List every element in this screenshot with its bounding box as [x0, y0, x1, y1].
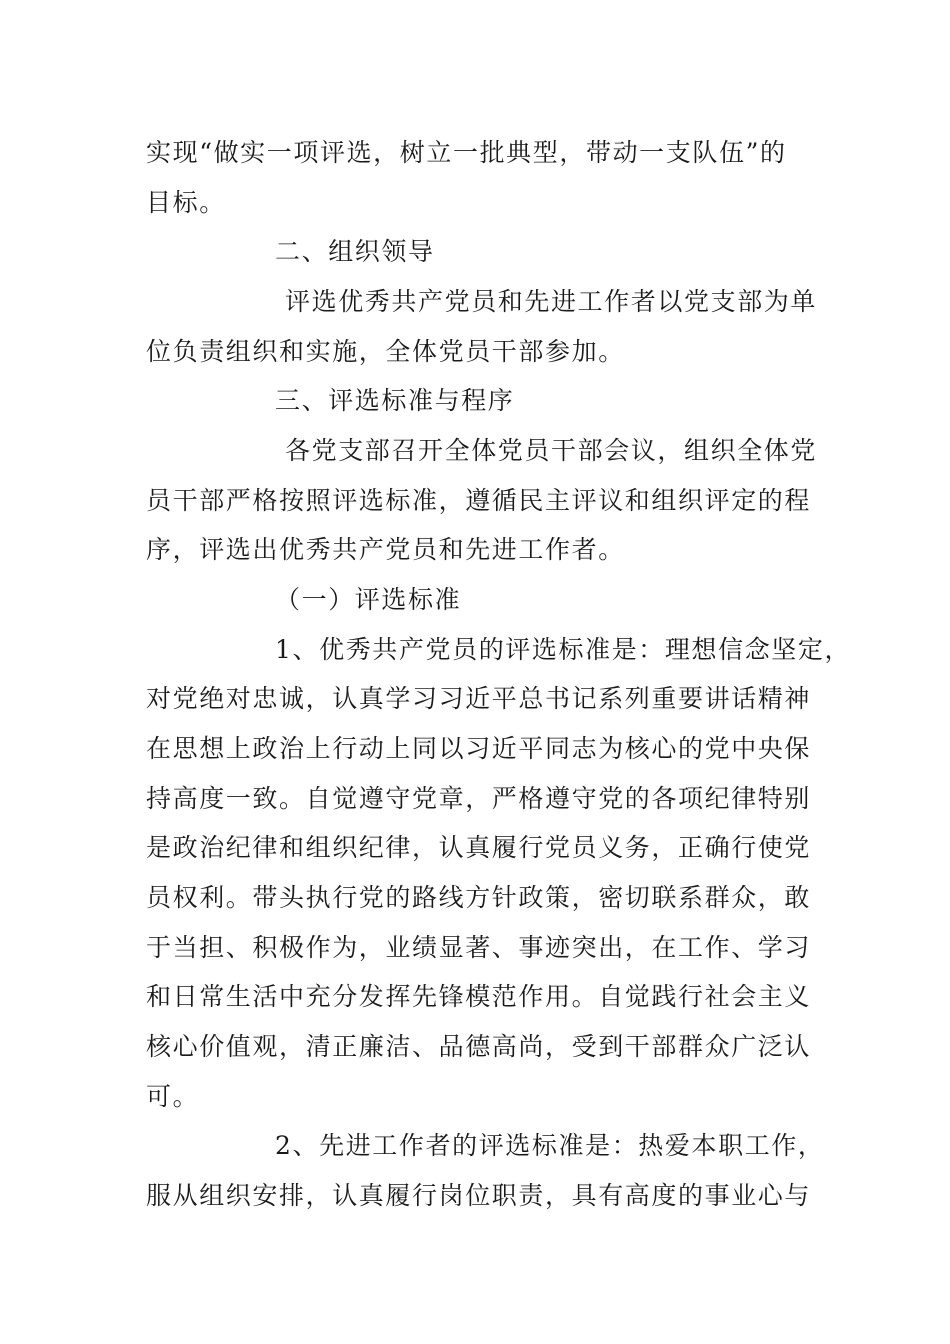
text-line: 于当担、积极作为，业绩显著、事迹突出，在工作、学习: [146, 933, 812, 962]
text-line: 各党支部召开全体党员干部会议，组织全体党: [285, 436, 818, 465]
text-line: 是政治纪律和组织纪律，认真履行党员义务，正确行使党: [146, 833, 812, 862]
text-line: 核心价值观，清正廉洁、品德高尚，受到干部群众广泛认: [146, 1032, 812, 1061]
text-line: 目标。: [146, 188, 226, 217]
text-line: 实现“做实一项评选，树立一批典型，带动一支队伍”的: [146, 138, 787, 167]
section-heading: 二、组织领导: [275, 237, 435, 266]
text-line: 可。: [146, 1082, 200, 1111]
text-line: 在思想上政治上行动上同以习近平同志为核心的党中央保: [146, 734, 812, 763]
text-line: 评选优秀共产党员和先进工作者以党支部为单: [285, 287, 818, 316]
text-line: 和日常生活中充分发挥先锋模范作用。自觉践行社会主义: [146, 982, 812, 1011]
text-line: 序，评选出优秀共产党员和先进工作者。: [146, 535, 625, 564]
text-line: 1、优秀共产党员的评选标准是：理想信念坚定，: [275, 635, 852, 664]
text-line: 员干部严格按照评选标准，遵循民主评议和组织评定的程: [146, 486, 812, 515]
section-heading: 三、评选标准与程序: [275, 386, 515, 415]
text-line: 对党绝对忠诚，认真学习习近平总书记系列重要讲话精神: [146, 684, 812, 713]
text-line: 员权利。带头执行党的路线方针政策，密切联系群众，敢: [146, 883, 812, 912]
text-line: 持高度一致。自觉遵守党章，严格遵守党的各项纪律特别: [146, 784, 812, 813]
text-line: 服从组织安排，认真履行岗位职责，具有高度的事业心与: [146, 1181, 812, 1210]
text-line: 位负责组织和实施，全体党员干部参加。: [146, 337, 625, 366]
subsection-heading: （一）评选标准: [275, 585, 462, 614]
text-line: 2、先进工作者的评选标准是：热爱本职工作，: [275, 1131, 825, 1160]
